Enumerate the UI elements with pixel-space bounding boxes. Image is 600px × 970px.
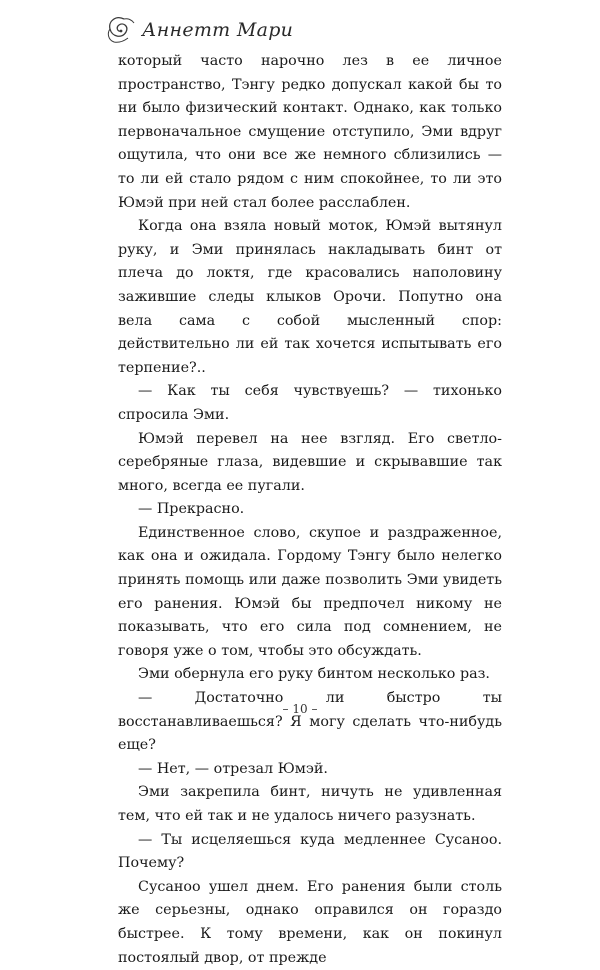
flourish-ornament-icon [104,13,138,47]
paragraph: — Достаточно ли быстро ты восстанавливаешься? Я могу сделать что-нибудь еще? [118,690,502,754]
paragraph: Когда она взяла новый моток, Юмэй вытянул руку, и Эми принялась накладывать бинт от плеча до локтя, где красовались наполовину зажившие следы клыков Орочи. Попутно она вела сама с собой мысленный спор: действительно ли ей так хочется испытывать его терпение?.. [118,218,502,376]
paragraph: Эми закрепила бинт, ничуть не удивленная тем, что ей так и не удалось ничего разузнать. [118,784,502,824]
page-number: – 10 – [282,702,318,716]
paragraph: Юмэй перевел на нее взгляд. Его светло-серебряные глаза, видевшие и скрывавшие так много, всегда ее пугали. [118,430,502,494]
body-text [118,50,502,970]
paragraph: Сусаноо ушел днем. Его ранения были столь же серьезны, однако оправился он гораздо быстрее. К тому времени, как он покинул постоялый двор, от прежде [118,878,502,966]
paragraph: — Как ты себя чувствуешь? — тихонько спросила Эми. [118,383,502,423]
paragraph: — Ты исцеляешься куда медленнее Сусаноо. Почему? [118,831,502,872]
running-header-author: Аннетт Мари [142,19,294,41]
paragraph: — Нет, — отрезал Юмэй. [138,760,328,777]
paragraph: Эми обернула его руку бинтом несколько раз. [138,666,490,683]
paragraph: — Прекрасно. [138,501,245,518]
running-header [104,10,293,50]
paragraph: который часто нарочно лез в ее личное пространство, Тэнгу редко допускал какой бы то ни было физический контакт. Однако, как только первоначальное смущение отступило, Эми вдруг ощутила, что они все же немного сблизились — то ли ей стало рядом с ним спокойнее, то ли это Юмэй при ней стал более расслаблен. [118,53,502,211]
paragraph: Единственное слово, скупое и раздраженное, как она и ожидала. Гордому Тэнгу было нелегко принять помощь или даже позволить Эми увидеть его ранения. Юмэй бы предпочел никому не показывать, что его сила под сомнением, не говоря уже о том, чтобы это обсуждать. [118,524,502,659]
